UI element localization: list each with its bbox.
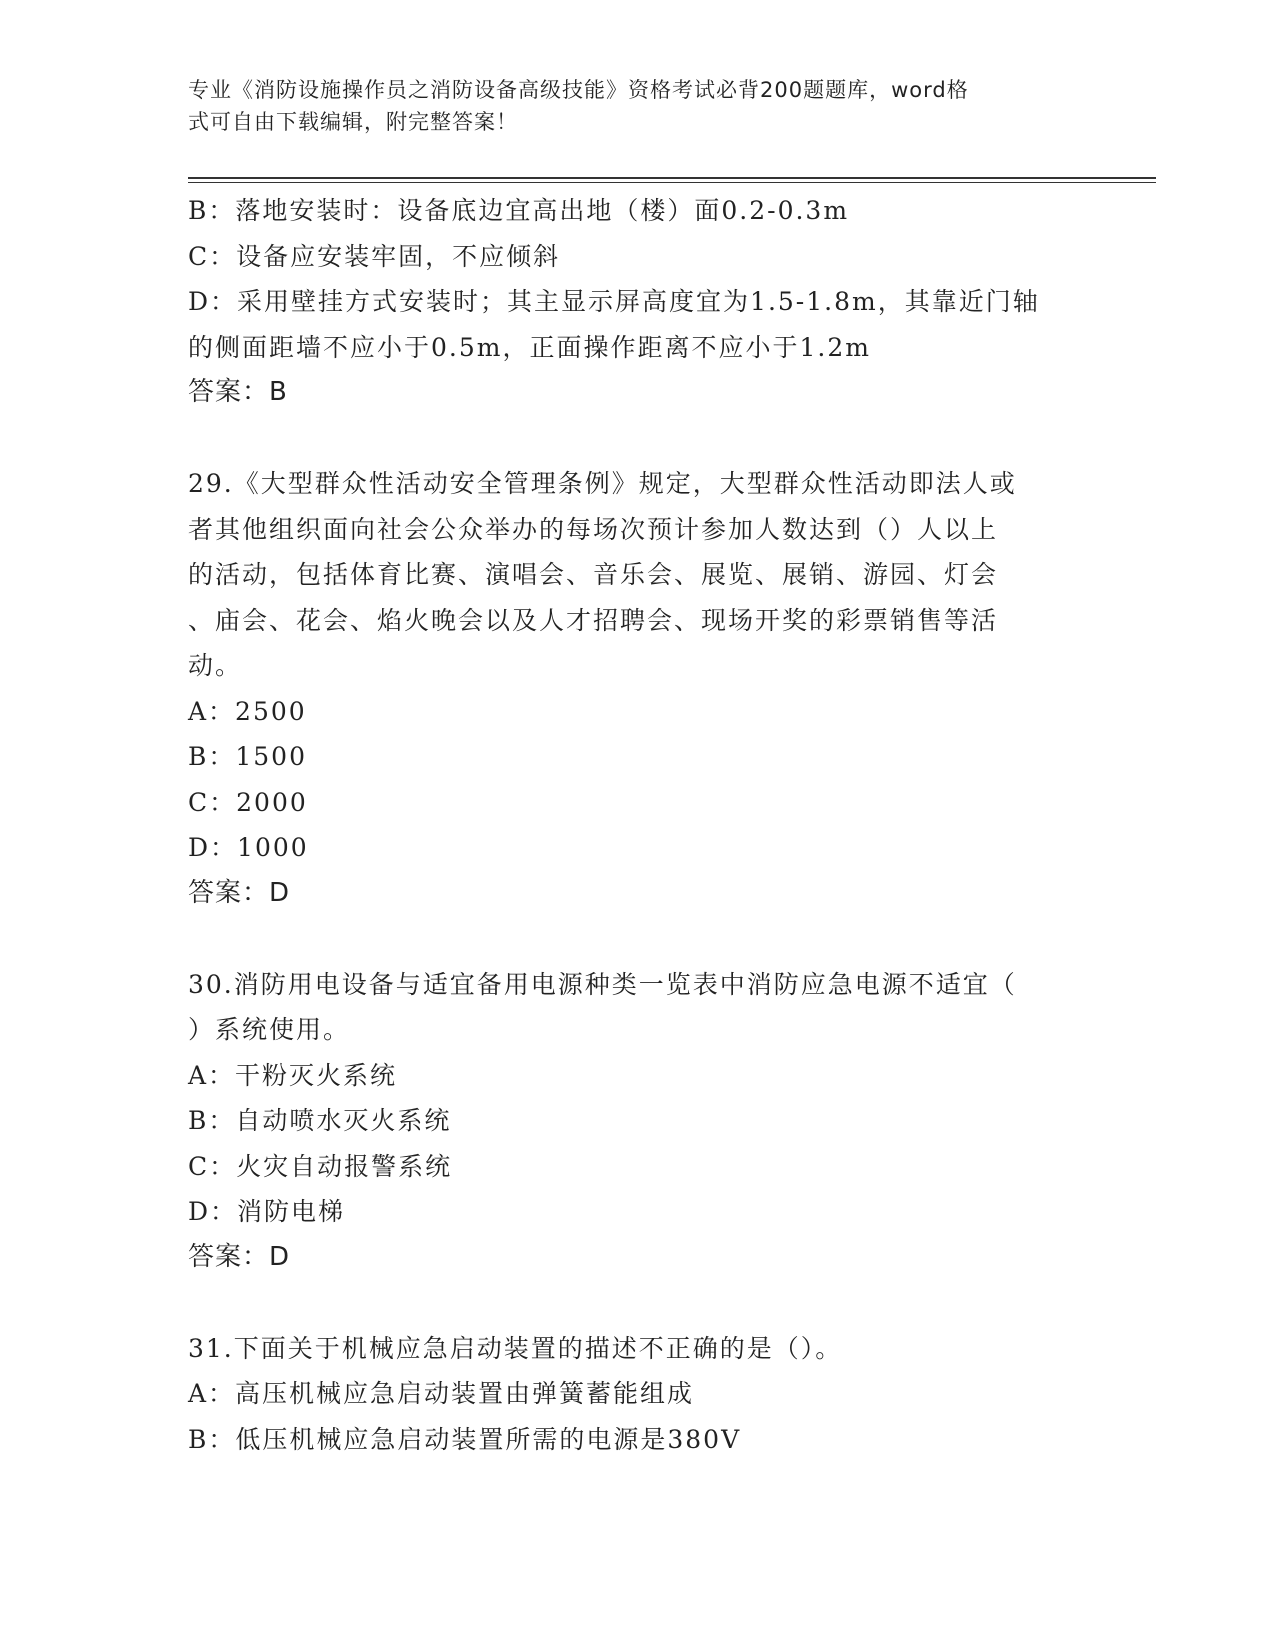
option-a: A：2500 <box>188 696 307 726</box>
option-d: D：采用壁挂方式安装时；其主显示屏高度宜为1.5-1.8m，其靠近门轴 <box>188 287 1040 316</box>
header-divider-thick <box>188 177 1156 179</box>
header-divider-thin <box>188 182 1156 183</box>
header-line-2: 式可自由下载编辑，附完整答案！ <box>188 110 518 134</box>
document-header <box>188 74 1068 138</box>
option-c: C：2000 <box>188 787 308 817</box>
option-d: D：1000 <box>188 833 309 862</box>
option-c: C：火灾自动报警系统 <box>188 1151 453 1181</box>
option-d-continued: 的侧面距墙不应小于0.5m，正面操作距离不应小于1.2m <box>188 332 871 362</box>
question-30 <box>188 962 1088 1281</box>
question-31 <box>188 1326 1088 1463</box>
question-text-line: 的活动，包括体育比赛、演唱会、音乐会、展览、展销、游园、灯会 <box>188 560 999 589</box>
answer: 答案：D <box>188 877 291 908</box>
answer: 答案：B <box>188 377 288 407</box>
question-28-tail <box>188 188 1088 416</box>
question-29 <box>188 461 1088 916</box>
question-text-line: 31.下面关于机械应急启动装置的描述不正确的是（）。 <box>188 1333 843 1363</box>
option-b: B：自动喷水灭火系统 <box>188 1106 452 1135</box>
option-a: A：高压机械应急启动装置由弹簧蓄能组成 <box>188 1379 695 1408</box>
option-b: B：1500 <box>188 742 307 771</box>
question-text-line: 30.消防用电设备与适宜备用电源种类一览表中消防应急电源不适宜（ <box>188 969 1017 999</box>
answer: 答案：D <box>188 1241 291 1272</box>
question-text-line: 、庙会、花会、焰火晚会以及人才招聘会、现场开奖的彩票销售等活 <box>188 605 999 635</box>
option-c: C：设备应安装牢固，不应倾斜 <box>188 241 561 271</box>
question-text-line: 动。 <box>188 651 243 680</box>
option-b: B：落地安装时：设备底边宜高出地（楼）面0.2-0.3m <box>188 196 850 225</box>
option-a: A：干粉灭火系统 <box>188 1060 398 1090</box>
option-b: B：低压机械应急启动装置所需的电源是380V <box>188 1424 742 1454</box>
question-text-line: 29.《大型群众性活动安全管理条例》规定，大型群众性活动即法人或 <box>188 469 1017 498</box>
option-d: D：消防电梯 <box>188 1197 346 1226</box>
header-line-1: 专业《消防设施操作员之消防设备高级技能》资格考试必背200题题库，word格 <box>188 78 969 102</box>
question-text-line: ）系统使用。 <box>188 1015 351 1044</box>
document-body <box>188 188 1088 1462</box>
question-text-line: 者其他组织面向社会公众举办的每场次预计参加人数达到（）人以上 <box>188 514 999 544</box>
